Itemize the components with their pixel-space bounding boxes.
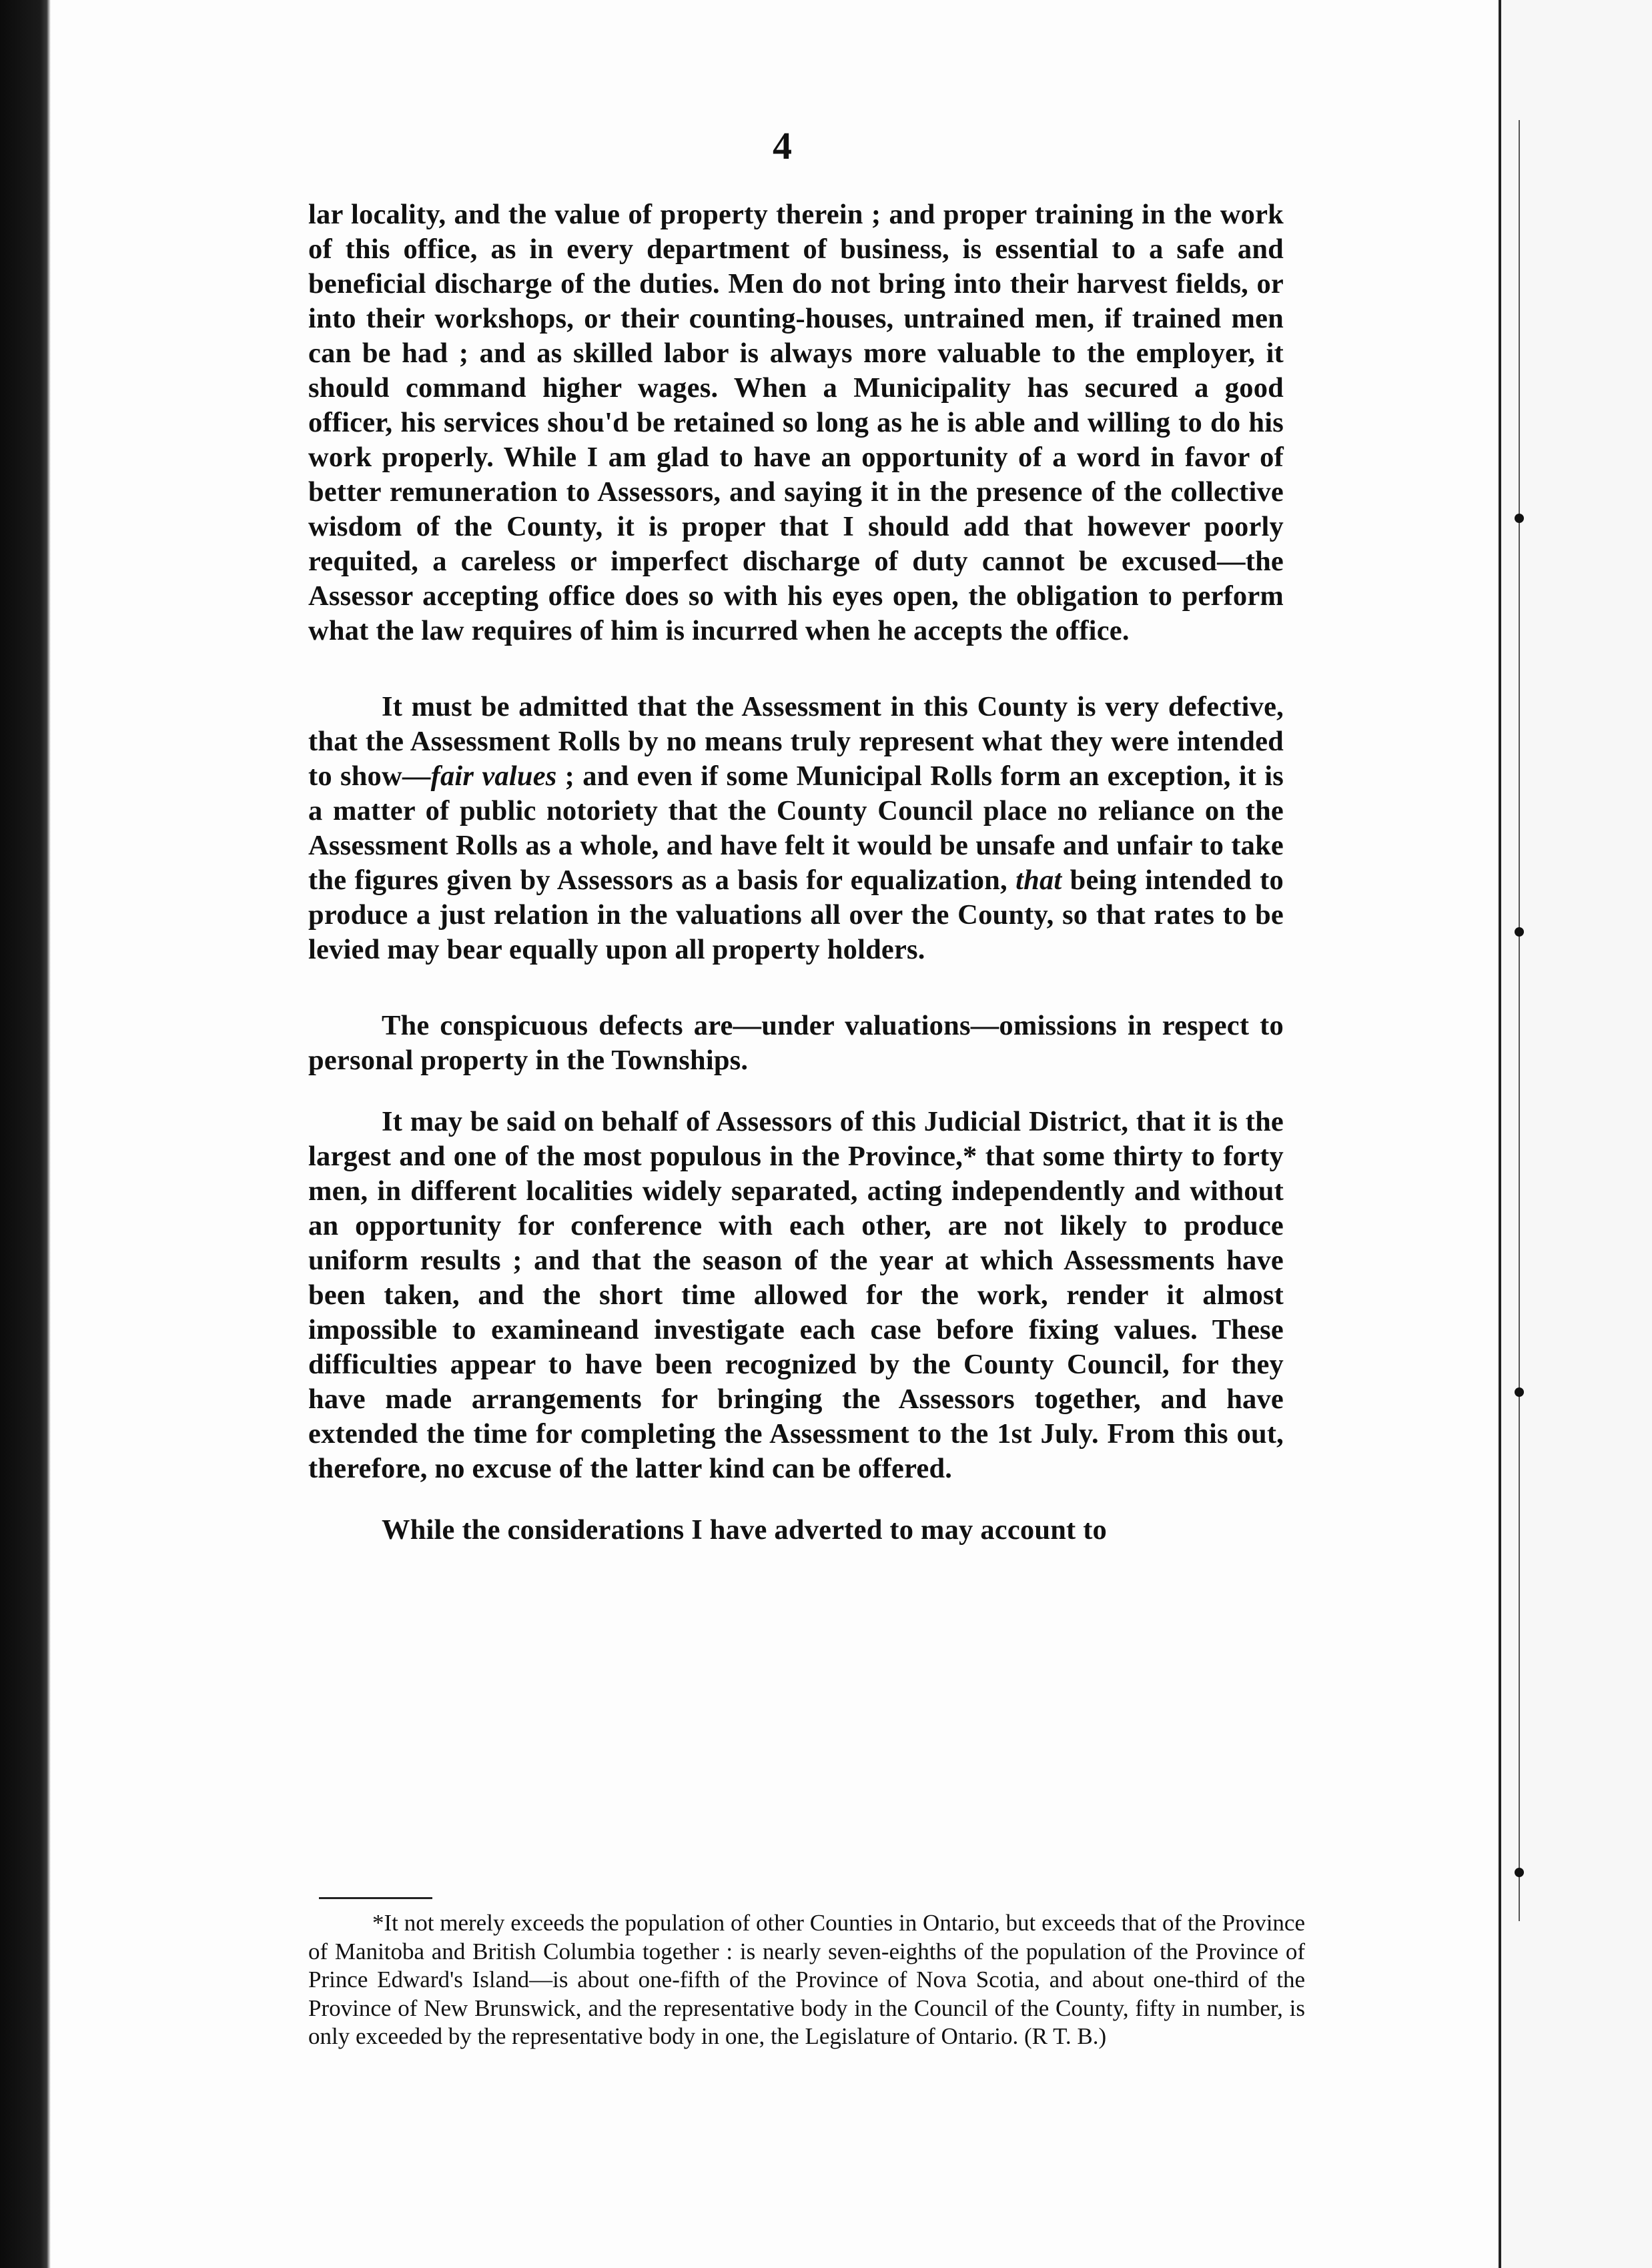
- paragraph-considerations: While the considerations I have adverted to may account to: [382, 1514, 1108, 1546]
- emphasis-that: that: [1015, 865, 1062, 896]
- paragraph-conspicuous-defects: The conspicuous defects are—under valuations—omissions in respect to personal property in the Townships.: [308, 1010, 1284, 1076]
- page-number: 4: [773, 124, 792, 167]
- adjacent-page-mark: [1515, 514, 1524, 523]
- paragraph-text: being intended to produce a just relation in the valuations all over the County, so that rates to be levied may bear equally upon all property holders.: [308, 865, 1284, 965]
- paragraph-judicial-district: It may be said on behalf of Assessors of this Judicial District, that it is the largest and one of the most populous in the Province,* that some thirty to forty men, in different localities widely separated, acting independently and without an opportunity for conference with each other, are not likely to produce uniform results ; and that the season of the year at which Assessments have been taken, and the short time allowed for the work, render it almost impossible to examineand investigate each case before fixing values. These difficulties appear to have been recognized by the County Council, for they have made arrangements for bringing the Assessors together, and have extended the time for completing the Assessment to the 1st July. From this out, therefore, no excuse of the latter kind can be offered.: [308, 1106, 1284, 1484]
- footnote-rule: [319, 1897, 432, 1899]
- scan-border-left: [0, 0, 51, 2268]
- emphasis-fair-values: fair values: [430, 760, 557, 792]
- adjacent-page-mark: [1515, 1868, 1524, 1877]
- adjacent-page-edge: [1501, 0, 1652, 2268]
- footnote-paragraph: [308, 1909, 1305, 2051]
- adjacent-page-rule: [1519, 120, 1520, 1921]
- paragraph-text: ; and even if some Municipal Rolls form an exception, it is a matter of public notoriety that the County Council place no reliance on the Assessment Rolls as a whole, and have felt it would be unsafe and unfair to take the figures given by Assessors as a basis for equalization,: [308, 760, 1284, 896]
- body-text: [308, 197, 1284, 1548]
- paragraph-assessment-defective: [308, 690, 1284, 967]
- footnote-text: *It not merely exceeds the population of other Counties in Ontario, but exceeds that of the Province of Manitoba and British Columbia together : is nearly seven-eighths of the population of the Province of Prince Edward's Island—is about one-fifth of the Province of Nova Scotia, and about one-third of the Province of New Brunswick, and the representative body in the Council of the County, fifty in number, is only exceeded by the representative body in one, the Legislature of Ontario.: [308, 1910, 1305, 2049]
- paragraph-text: It must be admitted that the Assessment in this County is very defective, that the Assessment Rolls by no means truly represent what they were intended to show—: [308, 691, 1284, 792]
- adjacent-page-mark: [1515, 1387, 1524, 1397]
- footnote-initials: (R T. B.): [1023, 2023, 1107, 2049]
- footnote: [308, 1909, 1305, 2051]
- paragraph-continued: lar locality, and the value of property therein ; and proper training in the work of this office, as in every department of business, is essential to a safe and beneficial discharge of the duties. Men do not bring into their harvest fields, or into their workshops, or their counting-houses, untrained men, if trained men can be had ; and as skilled labor is always more valuable to the employer, it should command higher wages. When a Municipality has secured a good officer, his services shou'd be retained so long as he is able and willing to do his work properly. While I am glad to have an opportunity of a word in favor of better remuneration to Assessors, and saying it in the presence of the collective wisdom of the County, it is proper that I should add that however poorly requited, a careless or imperfect discharge of duty cannot be excused—the Assessor accepting office does so with his eyes open, the obligation to perform what the law requires of him is incurred when he accepts the office.: [308, 199, 1284, 646]
- adjacent-page-mark: [1515, 927, 1524, 937]
